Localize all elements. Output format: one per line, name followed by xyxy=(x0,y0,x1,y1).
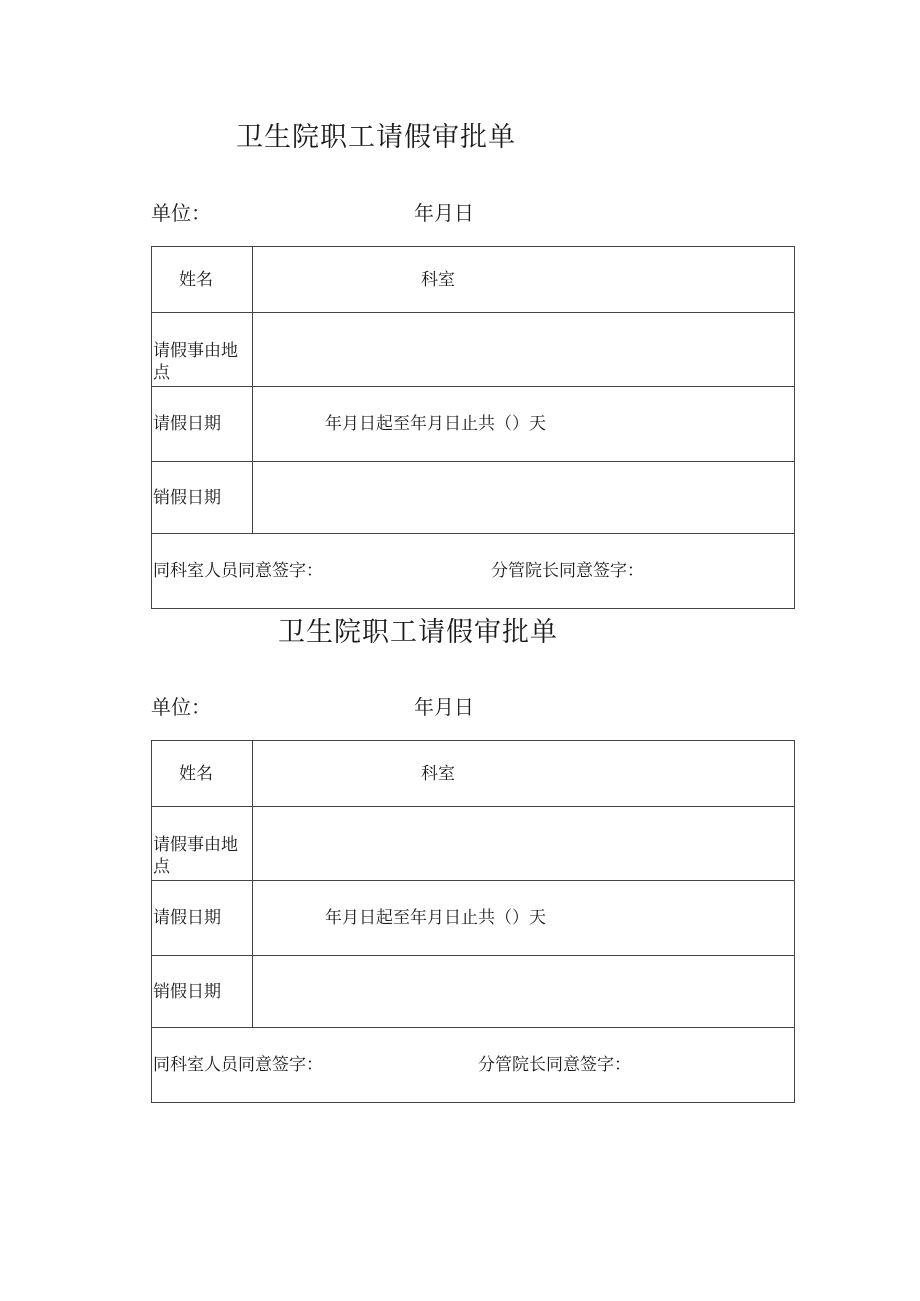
signature-row xyxy=(152,534,794,608)
return-date-label-cell xyxy=(152,956,253,1027)
name-label: 姓名 xyxy=(179,270,213,290)
colleague-sign-label: 同科室人员同意签字： xyxy=(153,1055,323,1075)
leave-date-row xyxy=(152,387,794,462)
name-label-cell xyxy=(152,247,253,312)
leave-date-text: 年月日起至年月日止共（）天 xyxy=(325,414,546,434)
signature-row xyxy=(152,1028,794,1102)
leave-date-text: 年月日起至年月日止共（）天 xyxy=(325,908,546,928)
reason-row xyxy=(152,807,794,881)
leave-date-label: 请假日期 xyxy=(153,414,221,434)
leave-date-row xyxy=(152,881,794,956)
return-date-label: 销假日期 xyxy=(153,982,221,1002)
leave-form-table xyxy=(151,246,795,609)
name-row xyxy=(152,741,794,807)
name-label: 姓名 xyxy=(179,764,213,784)
director-sign-label: 分管院长同意签字： xyxy=(478,1055,631,1075)
form-title: 卫生院职工请假审批单 xyxy=(236,122,516,153)
dept-label: 科室 xyxy=(421,764,455,784)
reason-label-cell xyxy=(152,807,253,880)
leave-date-label-cell xyxy=(152,387,253,461)
return-date-label-cell xyxy=(152,462,253,533)
name-label-cell xyxy=(152,741,253,806)
colleague-sign-label: 同科室人员同意签字： xyxy=(153,561,323,581)
date-label: 年月日 xyxy=(414,695,474,719)
reason-row xyxy=(152,313,794,387)
leave-form-table xyxy=(151,740,795,1103)
reason-label: 请假事由地点 xyxy=(153,835,238,877)
director-sign-label: 分管院长同意签字： xyxy=(491,561,644,581)
return-date-row xyxy=(152,956,794,1028)
reason-label-cell xyxy=(152,313,253,386)
unit-label: 单位： xyxy=(151,695,211,719)
dept-label: 科室 xyxy=(421,270,455,290)
leave-date-label: 请假日期 xyxy=(153,908,221,928)
leave-date-label-cell xyxy=(152,881,253,955)
return-date-row xyxy=(152,462,794,534)
unit-label: 单位： xyxy=(151,201,211,225)
form-title: 卫生院职工请假审批单 xyxy=(278,617,558,648)
reason-label: 请假事由地点 xyxy=(153,341,238,383)
date-label: 年月日 xyxy=(414,201,474,225)
return-date-label: 销假日期 xyxy=(153,488,221,508)
name-row xyxy=(152,247,794,313)
